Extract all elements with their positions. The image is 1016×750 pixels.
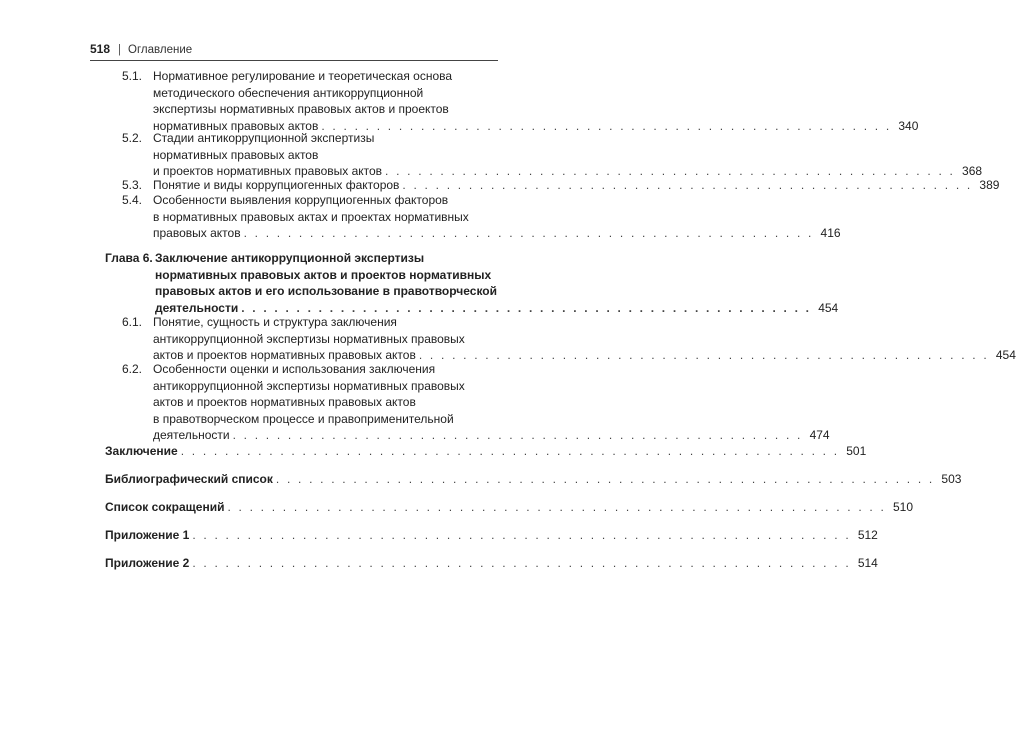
toc-entry-line: правовых актов и его использование в правотворческой [155,284,497,298]
toc-entry-line: Особенности оценки и использования заключения [153,362,436,376]
toc-entry-number: 6.1. [122,315,143,329]
toc-entry-line: методического обеспечения антикоррупционной [153,85,424,100]
toc-entry-line: деятельности [155,300,239,315]
toc-page-number: 389 [979,178,1000,192]
toc-entry-line: и проектов нормативных правовых актов [153,164,383,178]
toc-entry-line: антикоррупционной экспертизы нормативных правовых [153,331,465,346]
dot-leader: . . . . . . . . . . . . . . . . . . . . . . . . . . . . . . . . . . . . . . . . . . . . . . . . . . . . [241,300,812,315]
header-separator: | [118,44,122,56]
toc-entry-line: в правотворческом процессе и правоприменительной [153,411,454,426]
dot-leader: . . . . . . . . . . . . . . . . . . . . . . . . . . . . . . . . . . . . . . . . . . . . . . . . . . . . [243,226,814,240]
toc-entry-number: 5.4. [122,193,143,207]
toc-entry-line: актов и проектов нормативных правовых актов [153,348,416,362]
toc-page-number: 368 [962,164,983,178]
toc-page-number: 340 [898,118,919,133]
toc-entry-line: экспертизы нормативных правовых актов и проектов [153,102,449,116]
toc-entry-number: 6.2. [122,362,143,376]
header-title: Оглавление [128,44,193,56]
dot-leader: . . . . . . . . . . . . . . . . . . . . . . . . . . . . . . . . . . . . . . . . . . . . . . . . . . . . . . . . . . . . [192,556,851,570]
dot-leader: . . . . . . . . . . . . . . . . . . . . . . . . . . . . . . . . . . . . . . . . . . . . . . . . . . . . . . . . . . . . [227,500,886,514]
toc-page-number: 454 [818,300,839,315]
toc-page-number: 503 [941,472,962,486]
toc-entry-number: 5.2. [122,131,143,145]
toc-entry-line: антикоррупционной экспертизы нормативных правовых [153,378,465,393]
toc-entry-line: Список сокращений [105,500,225,514]
dot-leader: . . . . . . . . . . . . . . . . . . . . . . . . . . . . . . . . . . . . . . . . . . . . . . . . . . . . [418,348,989,362]
dot-leader: . . . . . . . . . . . . . . . . . . . . . . . . . . . . . . . . . . . . . . . . . . . . . . . . . . . . [402,178,973,192]
toc-entry-number: 5.3. [122,178,143,192]
toc-entry-line: актов и проектов нормативных правовых актов [153,395,416,409]
toc-entry-line: Приложение 1 [105,528,190,542]
toc-entry-line: Понятие, сущность и структура заключения [153,315,397,329]
toc-entry-line: Особенности выявления коррупциогенных факторов [153,193,449,207]
toc-entry-line: Библиографический список [105,472,273,486]
dot-leader: . . . . . . . . . . . . . . . . . . . . . . . . . . . . . . . . . . . . . . . . . . . . . . . . . . . . . . . . . . . . [275,472,935,486]
toc-chapter-number: Глава 6. [105,251,153,265]
toc-entry-line: в нормативных правовых актах и проектах нормативных [153,209,469,224]
toc-page-number: 501 [846,444,867,458]
toc-entry-line: нормативных правовых актов и проектов нормативных [155,267,492,282]
toc-entry-line: нормативных правовых актов [153,118,319,133]
toc-entry-line: нормативных правовых актов [153,147,319,162]
toc-page-number: 454 [995,348,1016,362]
toc-entry-line: Нормативное регулирование и теоретическая основа [153,69,453,83]
toc-entry-line: Приложение 2 [105,556,190,570]
toc-page-number: 514 [857,556,878,570]
dot-leader: . . . . . . . . . . . . . . . . . . . . . . . . . . . . . . . . . . . . . . . . . . . . . . . . . . . . [385,164,956,178]
toc-entry-line: Стадии антикоррупционной экспертизы [153,131,375,145]
toc-entry-line: деятельности [153,428,230,442]
toc-page-number: 416 [820,226,841,240]
dot-leader: . . . . . . . . . . . . . . . . . . . . . . . . . . . . . . . . . . . . . . . . . . . . . . . . . . . . . . . . . . . . [180,444,840,458]
toc-page-number: 510 [892,500,913,514]
toc-page-number: 474 [809,428,830,442]
toc-entry-line: Заключение [105,444,178,458]
running-header [90,39,498,61]
toc-entry-line: Понятие и виды коррупциогенных факторов [153,178,400,192]
toc-entry-number: 5.1. [122,69,143,83]
toc-page-number: 512 [857,528,878,542]
dot-leader: . . . . . . . . . . . . . . . . . . . . . . . . . . . . . . . . . . . . . . . . . . . . . . . . . . . . [232,428,803,442]
dot-leader: . . . . . . . . . . . . . . . . . . . . . . . . . . . . . . . . . . . . . . . . . . . . . . . . . . . . [321,118,892,133]
dot-leader: . . . . . . . . . . . . . . . . . . . . . . . . . . . . . . . . . . . . . . . . . . . . . . . . . . . . . . . . . . . . [192,528,851,542]
toc-entry-line: правовых актов [153,226,241,240]
header-page-number: 518 [90,42,111,56]
toc-entry-line: Заключение антикоррупционной экспертизы [155,251,425,265]
